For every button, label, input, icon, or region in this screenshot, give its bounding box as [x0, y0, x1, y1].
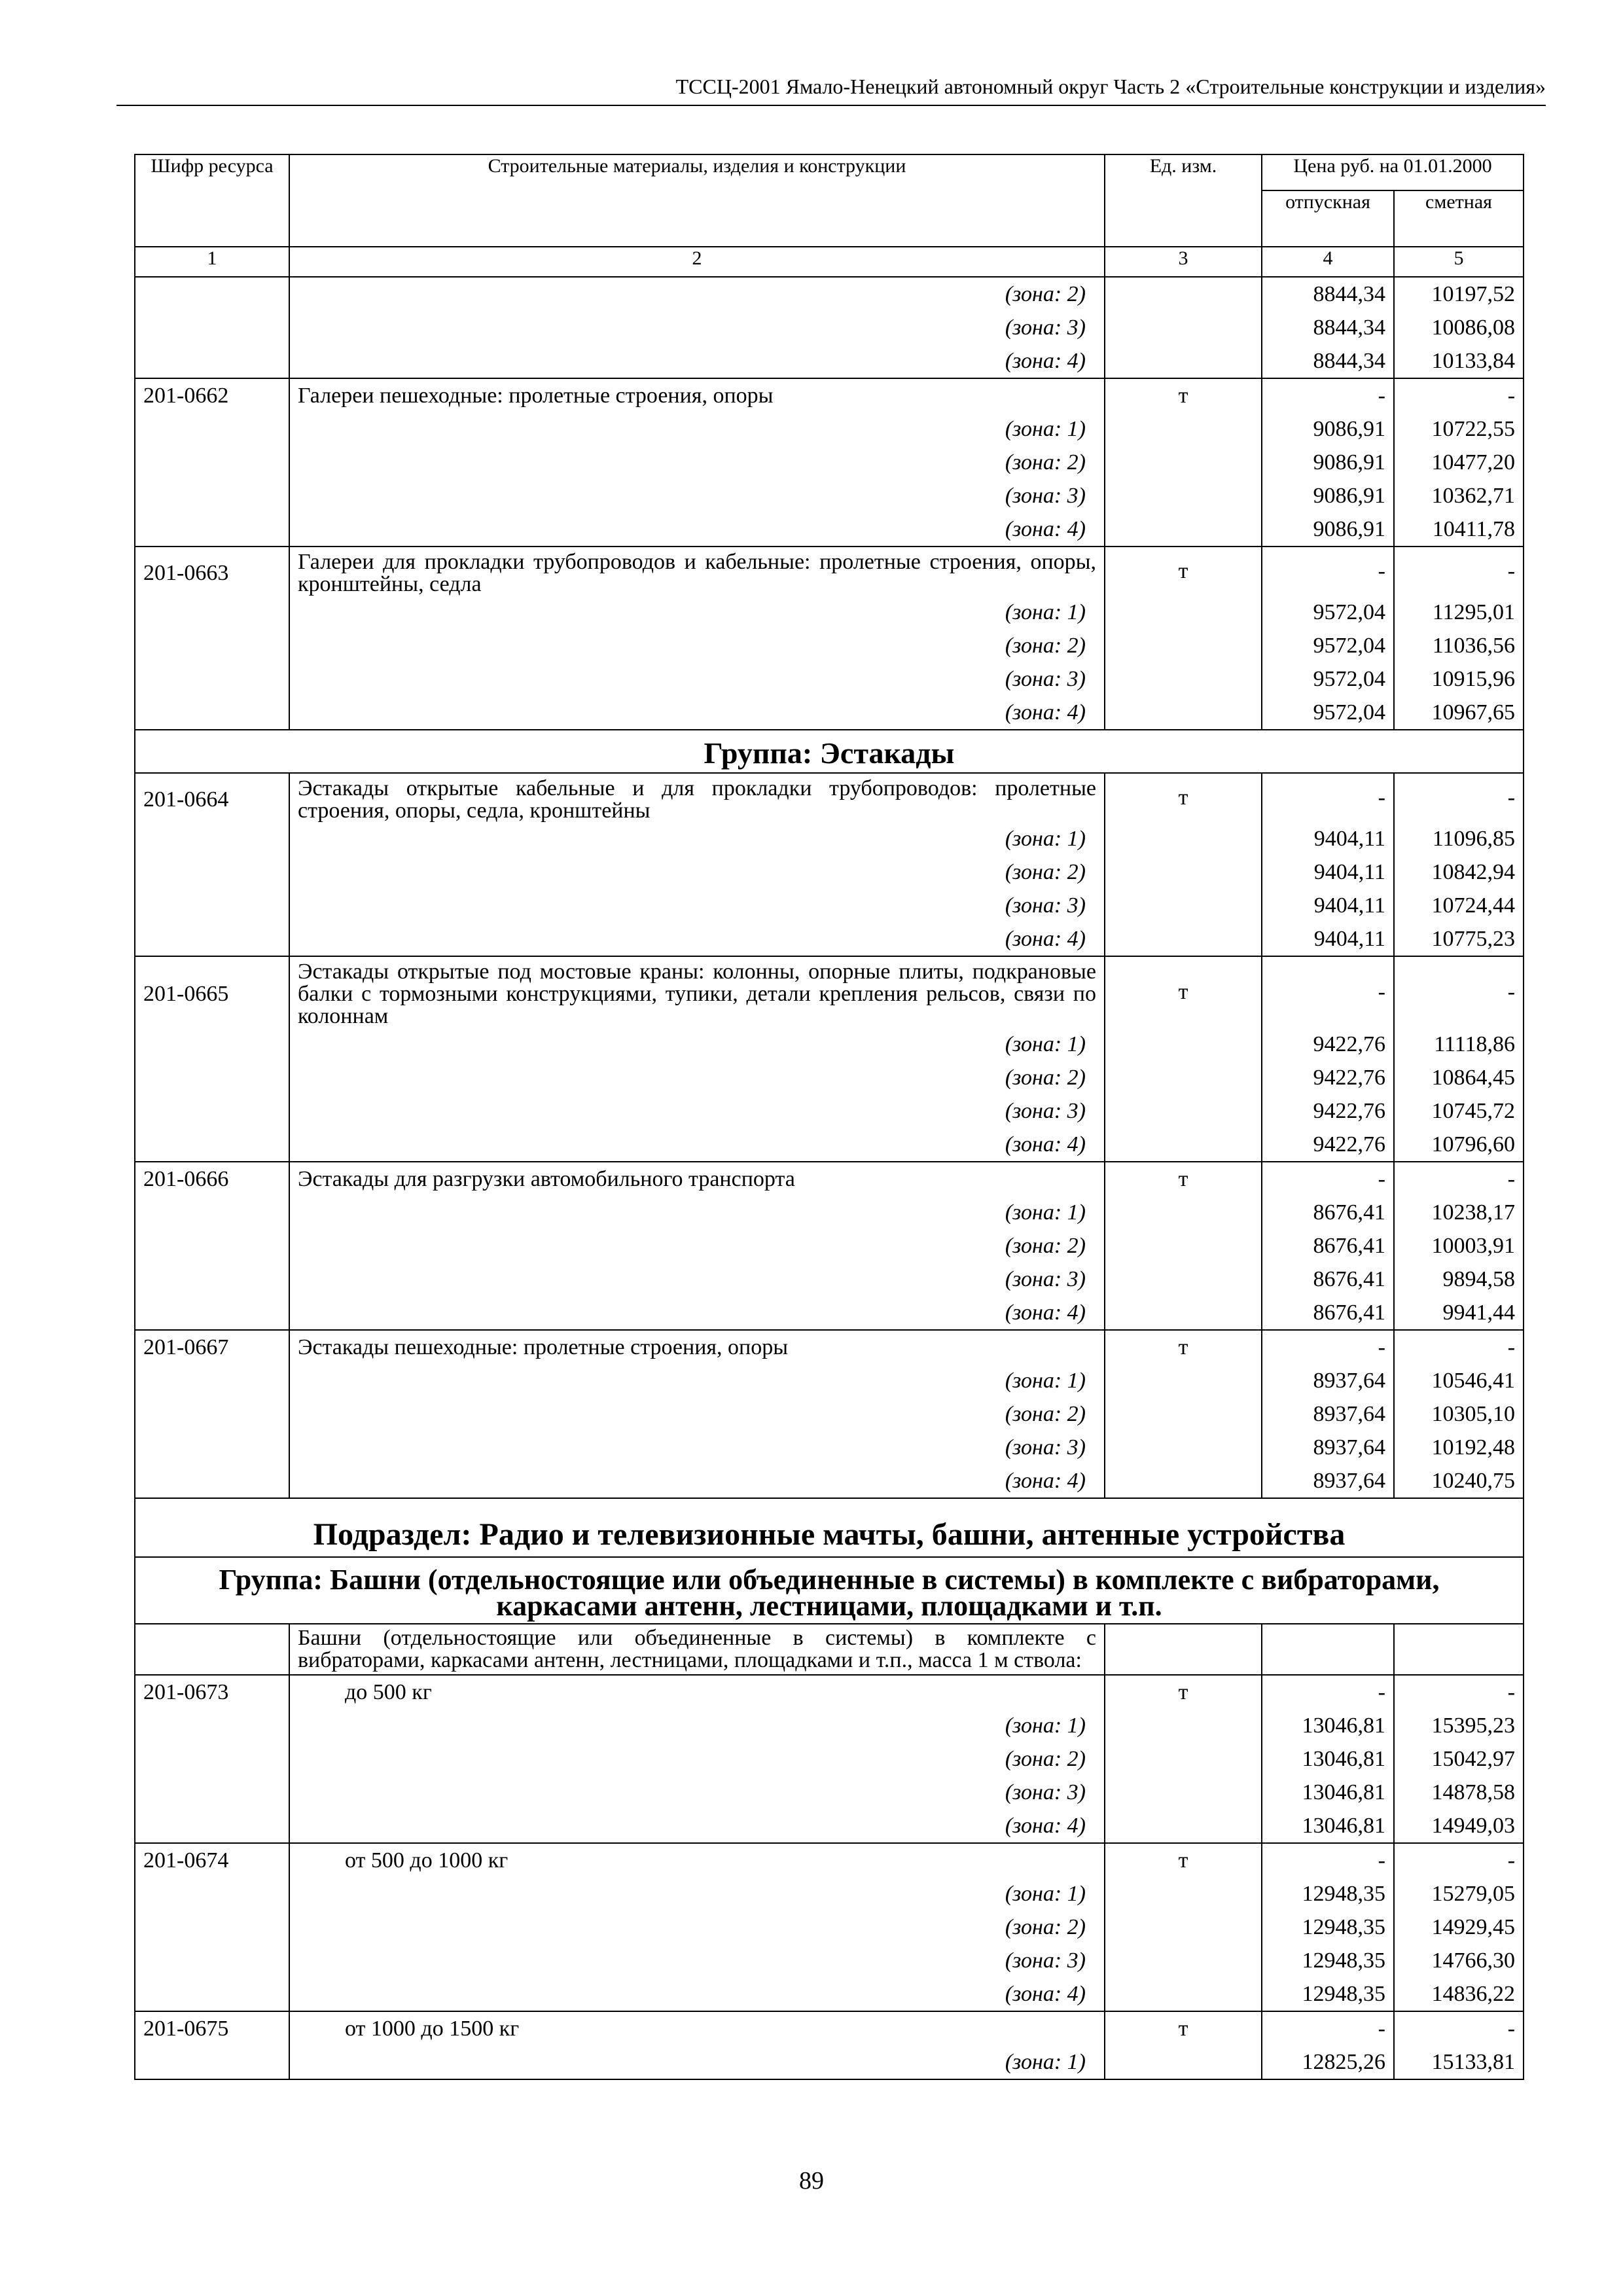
header-release: отпускная: [1262, 190, 1394, 247]
estimate-price: 11295,01: [1394, 596, 1524, 629]
zone-label: (зона: 4): [289, 1977, 1105, 2011]
release-price: -: [1262, 378, 1394, 412]
resource-code-cell: [135, 512, 289, 547]
estimate-price: -: [1394, 1162, 1524, 1196]
zone-row: [135, 855, 1524, 889]
zone-label: (зона: 1): [289, 1028, 1105, 1061]
zone-row: [135, 696, 1524, 730]
zone-label: (зона: 2): [289, 277, 1105, 311]
estimate-price: 10745,72: [1394, 1094, 1524, 1128]
zone-label: (зона: 2): [289, 1397, 1105, 1431]
unit-cell: [1105, 1944, 1262, 1977]
estimate-price: 14836,22: [1394, 1977, 1524, 2011]
estimate-price: -: [1394, 1675, 1524, 1709]
zone-row: [135, 1877, 1524, 1910]
release-price: [1262, 1624, 1394, 1675]
zone-label: (зона: 3): [289, 1094, 1105, 1128]
zone-label: (зона: 1): [289, 822, 1105, 855]
price-table: [134, 154, 1524, 2080]
resource-code-cell: [135, 1296, 289, 1330]
unit-cell: [1105, 596, 1262, 629]
release-price: -: [1262, 1330, 1394, 1364]
item-unit: т: [1105, 956, 1262, 1028]
resource-code-cell: [135, 1364, 289, 1397]
resource-code-cell: [135, 696, 289, 730]
unit-cell: [1105, 1296, 1262, 1330]
zone-label: (зона: 4): [289, 1128, 1105, 1162]
release-price: -: [1262, 547, 1394, 596]
item-name: Эстакады открытые кабельные и для прокладки трубопроводов: пролетные строения, опоры, седла, кронштейны: [289, 773, 1105, 822]
zone-label: (зона: 2): [289, 1229, 1105, 1263]
resource-code-cell: [135, 855, 289, 889]
resource-code-cell: [135, 1742, 289, 1776]
resource-code-cell: [135, 1624, 289, 1675]
estimate-price: 10192,48: [1394, 1431, 1524, 1464]
resource-code: 201-0674: [135, 1843, 289, 1877]
item-name: Галереи для прокладки трубопроводов и кабельные: пролетные строения, опоры, кронштейны, седла: [289, 547, 1105, 596]
estimate-price: 10003,91: [1394, 1229, 1524, 1263]
estimate-price: 14949,03: [1394, 1809, 1524, 1843]
zone-row: [135, 662, 1524, 696]
release-price: 8937,64: [1262, 1431, 1394, 1464]
resource-code-cell: [135, 311, 289, 344]
unit-cell: [1105, 822, 1262, 855]
estimate-price: 10775,23: [1394, 922, 1524, 956]
zone-label: (зона: 4): [289, 696, 1105, 730]
zone-label: (зона: 3): [289, 662, 1105, 696]
resource-code-cell: [135, 1944, 289, 1977]
resource-code-cell: [135, 662, 289, 696]
zone-row: [135, 277, 1524, 311]
zone-row: [135, 629, 1524, 662]
price-table-wrapper: [134, 154, 1523, 2080]
unit-cell: [1105, 1776, 1262, 1809]
release-price: 9086,91: [1262, 512, 1394, 547]
item-name: Эстакады для разгрузки автомобильного транспорта: [289, 1162, 1105, 1196]
release-price: 9572,04: [1262, 629, 1394, 662]
header-estimate: сметная: [1394, 190, 1524, 247]
unit-cell: [1105, 446, 1262, 479]
release-price: 8937,64: [1262, 1397, 1394, 1431]
unit-cell: [1105, 311, 1262, 344]
header-rule: [116, 105, 1546, 106]
release-price: 8676,41: [1262, 1296, 1394, 1330]
page-number: 89: [799, 2167, 824, 2195]
estimate-price: [1394, 1624, 1524, 1675]
estimate-price: 10796,60: [1394, 1128, 1524, 1162]
release-price: -: [1262, 956, 1394, 1028]
resource-code-cell: [135, 1464, 289, 1498]
estimate-price: -: [1394, 547, 1524, 596]
item-row: [135, 956, 1524, 1028]
unit-cell: [1105, 889, 1262, 922]
resource-code-cell: [135, 412, 289, 446]
zone-row: [135, 1196, 1524, 1229]
zone-row: [135, 1397, 1524, 1431]
estimate-price: 10967,65: [1394, 696, 1524, 730]
estimate-price: 10864,45: [1394, 1061, 1524, 1094]
price-table-body: [135, 277, 1524, 2079]
resource-code-cell: [135, 277, 289, 311]
release-price: 12948,35: [1262, 1910, 1394, 1944]
estimate-price: 10086,08: [1394, 311, 1524, 344]
column-number: 4: [1262, 247, 1394, 277]
release-price: 9422,76: [1262, 1128, 1394, 1162]
estimate-price: 10133,84: [1394, 344, 1524, 378]
resource-code-cell: [135, 479, 289, 512]
unit-cell: [1105, 1977, 1262, 2011]
estimate-price: 10842,94: [1394, 855, 1524, 889]
zone-row: [135, 1229, 1524, 1263]
estimate-price: 10546,41: [1394, 1364, 1524, 1397]
item-row: [135, 1843, 1524, 1877]
resource-code-cell: [135, 629, 289, 662]
release-price: 9422,76: [1262, 1028, 1394, 1061]
unit-cell: [1105, 922, 1262, 956]
zone-label: (зона: 4): [289, 1464, 1105, 1498]
release-price: 8844,34: [1262, 344, 1394, 378]
estimate-price: 15395,23: [1394, 1709, 1524, 1742]
group-heading: Группа: Эстакады: [135, 730, 1524, 773]
zone-row: [135, 446, 1524, 479]
zone-label: (зона: 3): [289, 1263, 1105, 1296]
release-price: 8676,41: [1262, 1263, 1394, 1296]
release-price: 12948,35: [1262, 1944, 1394, 1977]
group-heading: Группа: Башни (отдельностоящие или объединенные в системы) в комплекте с вибраторами, каркасами антенн, лестницами, площадками и т.п.: [135, 1557, 1524, 1624]
estimate-price: -: [1394, 2011, 1524, 2045]
unit-cell: [1105, 855, 1262, 889]
estimate-price: 14929,45: [1394, 1910, 1524, 1944]
item-unit: т: [1105, 1675, 1262, 1709]
item-row: [135, 547, 1524, 596]
zone-row: [135, 822, 1524, 855]
zone-label: (зона: 2): [289, 629, 1105, 662]
zone-row: [135, 1809, 1524, 1843]
zone-label: (зона: 1): [289, 1709, 1105, 1742]
item-row: [135, 1162, 1524, 1196]
zone-label: (зона: 3): [289, 1944, 1105, 1977]
header-name: Строительные материалы, изделия и конструкции: [289, 154, 1105, 247]
item-name: до 500 кг: [289, 1675, 1105, 1709]
unit-cell: [1105, 277, 1262, 311]
resource-code: 201-0667: [135, 1330, 289, 1364]
estimate-price: 10915,96: [1394, 662, 1524, 696]
unit-cell: [1105, 1742, 1262, 1776]
zone-row: [135, 1464, 1524, 1498]
zone-row: [135, 596, 1524, 629]
release-price: 12948,35: [1262, 1977, 1394, 2011]
resource-code-cell: [135, 922, 289, 956]
release-price: 8937,64: [1262, 1364, 1394, 1397]
estimate-price: 10477,20: [1394, 446, 1524, 479]
zone-label: (зона: 1): [289, 412, 1105, 446]
release-price: 9572,04: [1262, 662, 1394, 696]
item-unit: т: [1105, 1162, 1262, 1196]
estimate-price: 10411,78: [1394, 512, 1524, 547]
zone-label: (зона: 3): [289, 1776, 1105, 1809]
release-price: 9404,11: [1262, 922, 1394, 956]
group-heading-row: [135, 730, 1524, 773]
release-price: 9422,76: [1262, 1061, 1394, 1094]
resource-code: 201-0673: [135, 1675, 289, 1709]
item-row: [135, 773, 1524, 822]
zone-row: [135, 1776, 1524, 1809]
resource-code-cell: [135, 446, 289, 479]
section-heading: Подраздел: Радио и телевизионные мачты, башни, антенные устройства: [135, 1498, 1524, 1557]
zone-row: [135, 412, 1524, 446]
estimate-price: 10238,17: [1394, 1196, 1524, 1229]
column-number: 3: [1105, 247, 1262, 277]
running-head-title: ТССЦ-2001 Ямало-Ненецкий автономный округ Часть 2 «Строительные конструкции и изделия»: [675, 75, 1546, 98]
unit-cell: [1105, 1028, 1262, 1061]
unit-cell: [1105, 1196, 1262, 1229]
resource-code-cell: [135, 1196, 289, 1229]
resource-code-cell: [135, 344, 289, 378]
zone-row: [135, 344, 1524, 378]
estimate-price: 10305,10: [1394, 1397, 1524, 1431]
resource-code: 201-0666: [135, 1162, 289, 1196]
zone-row: [135, 1364, 1524, 1397]
release-price: 12948,35: [1262, 1877, 1394, 1910]
resource-code: 201-0675: [135, 2011, 289, 2045]
header-code: Шифр ресурса: [135, 154, 289, 247]
resource-code-cell: [135, 1229, 289, 1263]
zone-label: (зона: 2): [289, 1061, 1105, 1094]
zone-row: [135, 1028, 1524, 1061]
zone-label: (зона: 1): [289, 596, 1105, 629]
unit-cell: [1105, 662, 1262, 696]
item-unit: т: [1105, 1330, 1262, 1364]
unit-cell: [1105, 1397, 1262, 1431]
unit-cell: [1105, 1464, 1262, 1498]
zone-label: (зона: 3): [289, 1431, 1105, 1464]
description-row: [135, 1624, 1524, 1675]
item-name: Эстакады открытые под мостовые краны: колонны, опорные плиты, подкрановые балки с тормозными конструкциями, тупики, детали крепления рельсов, связи по колоннам: [289, 956, 1105, 1028]
estimate-price: 14878,58: [1394, 1776, 1524, 1809]
unit-cell: [1105, 1910, 1262, 1944]
estimate-price: 9894,58: [1394, 1263, 1524, 1296]
zone-label: (зона: 4): [289, 1296, 1105, 1330]
description-text: Башни (отдельностоящие или объединенные в системы) в комплекте с вибраторами, каркасами антенн, лестницами, площадками и т.п., масса 1 м ствола:: [289, 1624, 1105, 1675]
release-price: 8844,34: [1262, 311, 1394, 344]
estimate-price: 11118,86: [1394, 1028, 1524, 1061]
estimate-price: 15042,97: [1394, 1742, 1524, 1776]
zone-row: [135, 1977, 1524, 2011]
zone-row: [135, 2045, 1524, 2079]
release-price: 9404,11: [1262, 822, 1394, 855]
release-price: -: [1262, 1675, 1394, 1709]
resource-code-cell: [135, 1094, 289, 1128]
release-price: -: [1262, 1162, 1394, 1196]
resource-code-cell: [135, 1263, 289, 1296]
resource-code-cell: [135, 1431, 289, 1464]
estimate-price: 9941,44: [1394, 1296, 1524, 1330]
item-unit: т: [1105, 547, 1262, 596]
release-price: 13046,81: [1262, 1709, 1394, 1742]
estimate-price: -: [1394, 956, 1524, 1028]
release-price: 9572,04: [1262, 696, 1394, 730]
zone-row: [135, 512, 1524, 547]
estimate-price: 11096,85: [1394, 822, 1524, 855]
release-price: 9404,11: [1262, 889, 1394, 922]
unit-cell: [1105, 1263, 1262, 1296]
release-price: 9086,91: [1262, 446, 1394, 479]
unit-cell: [1105, 1094, 1262, 1128]
resource-code-cell: [135, 1061, 289, 1094]
resource-code-cell: [135, 1028, 289, 1061]
release-price: 8676,41: [1262, 1229, 1394, 1263]
release-price: 8937,64: [1262, 1464, 1394, 1498]
resource-code-cell: [135, 1128, 289, 1162]
item-name: Эстакады пешеходные: пролетные строения, опоры: [289, 1330, 1105, 1364]
unit-cell: [1105, 1431, 1262, 1464]
zone-row: [135, 479, 1524, 512]
release-price: 9572,04: [1262, 596, 1394, 629]
unit-cell: [1105, 1128, 1262, 1162]
release-price: 8844,34: [1262, 277, 1394, 311]
resource-code-cell: [135, 1877, 289, 1910]
resource-code-cell: [135, 1709, 289, 1742]
zone-row: [135, 922, 1524, 956]
item-unit: т: [1105, 773, 1262, 822]
item-unit: т: [1105, 1843, 1262, 1877]
zone-label: (зона: 3): [289, 311, 1105, 344]
estimate-price: 14766,30: [1394, 1944, 1524, 1977]
unit-cell: [1105, 2045, 1262, 2079]
item-unit: т: [1105, 378, 1262, 412]
zone-row: [135, 1094, 1524, 1128]
item-name: от 500 до 1000 кг: [289, 1843, 1105, 1877]
estimate-price: -: [1394, 1330, 1524, 1364]
resource-code: 201-0663: [135, 547, 289, 596]
release-price: 13046,81: [1262, 1776, 1394, 1809]
zone-row: [135, 1944, 1524, 1977]
release-price: 13046,81: [1262, 1809, 1394, 1843]
estimate-price: 11036,56: [1394, 629, 1524, 662]
zone-label: (зона: 1): [289, 1877, 1105, 1910]
zone-label: (зона: 1): [289, 2045, 1105, 2079]
header-unit: Ед. изм.: [1105, 154, 1262, 247]
resource-code-cell: [135, 889, 289, 922]
estimate-price: 15133,81: [1394, 2045, 1524, 2079]
resource-code: 201-0665: [135, 956, 289, 1028]
unit-cell: [1105, 512, 1262, 547]
release-price: -: [1262, 773, 1394, 822]
unit-cell: [1105, 1061, 1262, 1094]
unit-cell: [1105, 1624, 1262, 1675]
release-price: 9086,91: [1262, 412, 1394, 446]
release-price: 13046,81: [1262, 1742, 1394, 1776]
resource-code-cell: [135, 1977, 289, 2011]
release-price: 12825,26: [1262, 2045, 1394, 2079]
zone-row: [135, 1128, 1524, 1162]
zone-row: [135, 1709, 1524, 1742]
unit-cell: [1105, 629, 1262, 662]
release-price: 9422,76: [1262, 1094, 1394, 1128]
zone-row: [135, 1061, 1524, 1094]
section-heading-row: [135, 1498, 1524, 1557]
column-number: 2: [289, 247, 1105, 277]
estimate-price: 10722,55: [1394, 412, 1524, 446]
resource-code-cell: [135, 596, 289, 629]
column-number: 5: [1394, 247, 1524, 277]
resource-code-cell: [135, 2045, 289, 2079]
item-row: [135, 1330, 1524, 1364]
resource-code: 201-0664: [135, 773, 289, 822]
zone-label: (зона: 2): [289, 1742, 1105, 1776]
estimate-price: -: [1394, 1843, 1524, 1877]
estimate-price: 15279,05: [1394, 1877, 1524, 1910]
zone-label: (зона: 3): [289, 479, 1105, 512]
release-price: 9086,91: [1262, 479, 1394, 512]
item-name: от 1000 до 1500 кг: [289, 2011, 1105, 2045]
release-price: 8676,41: [1262, 1196, 1394, 1229]
zone-label: (зона: 2): [289, 1910, 1105, 1944]
estimate-price: 10197,52: [1394, 277, 1524, 311]
unit-cell: [1105, 344, 1262, 378]
zone-row: [135, 1296, 1524, 1330]
group-heading-row: [135, 1557, 1524, 1624]
header-price-group: Цена руб. на 01.01.2000: [1262, 154, 1524, 190]
resource-code-cell: [135, 1397, 289, 1431]
column-number: 1: [135, 247, 289, 277]
item-row: [135, 378, 1524, 412]
resource-code-cell: [135, 1910, 289, 1944]
unit-cell: [1105, 479, 1262, 512]
resource-code-cell: [135, 822, 289, 855]
unit-cell: [1105, 1229, 1262, 1263]
estimate-price: -: [1394, 773, 1524, 822]
zone-label: (зона: 4): [289, 344, 1105, 378]
zone-row: [135, 889, 1524, 922]
zone-row: [135, 1263, 1524, 1296]
zone-label: (зона: 1): [289, 1364, 1105, 1397]
zone-label: (зона: 4): [289, 1809, 1105, 1843]
unit-cell: [1105, 1364, 1262, 1397]
unit-cell: [1105, 412, 1262, 446]
item-name: Галереи пешеходные: пролетные строения, опоры: [289, 378, 1105, 412]
zone-row: [135, 1431, 1524, 1464]
estimate-price: -: [1394, 378, 1524, 412]
zone-label: (зона: 2): [289, 446, 1105, 479]
zone-row: [135, 311, 1524, 344]
zone-label: (зона: 3): [289, 889, 1105, 922]
resource-code-cell: [135, 1809, 289, 1843]
release-price: -: [1262, 2011, 1394, 2045]
release-price: -: [1262, 1843, 1394, 1877]
zone-label: (зона: 4): [289, 512, 1105, 547]
zone-label: (зона: 1): [289, 1196, 1105, 1229]
estimate-price: 10724,44: [1394, 889, 1524, 922]
estimate-price: 10240,75: [1394, 1464, 1524, 1498]
unit-cell: [1105, 696, 1262, 730]
unit-cell: [1105, 1877, 1262, 1910]
resource-code: 201-0662: [135, 378, 289, 412]
zone-row: [135, 1910, 1524, 1944]
item-unit: т: [1105, 2011, 1262, 2045]
zone-label: (зона: 4): [289, 922, 1105, 956]
zone-label: (зона: 2): [289, 855, 1105, 889]
unit-cell: [1105, 1709, 1262, 1742]
release-price: 9404,11: [1262, 855, 1394, 889]
estimate-price: 10362,71: [1394, 479, 1524, 512]
unit-cell: [1105, 1809, 1262, 1843]
zone-row: [135, 1742, 1524, 1776]
item-row: [135, 2011, 1524, 2045]
item-row: [135, 1675, 1524, 1709]
resource-code-cell: [135, 1776, 289, 1809]
